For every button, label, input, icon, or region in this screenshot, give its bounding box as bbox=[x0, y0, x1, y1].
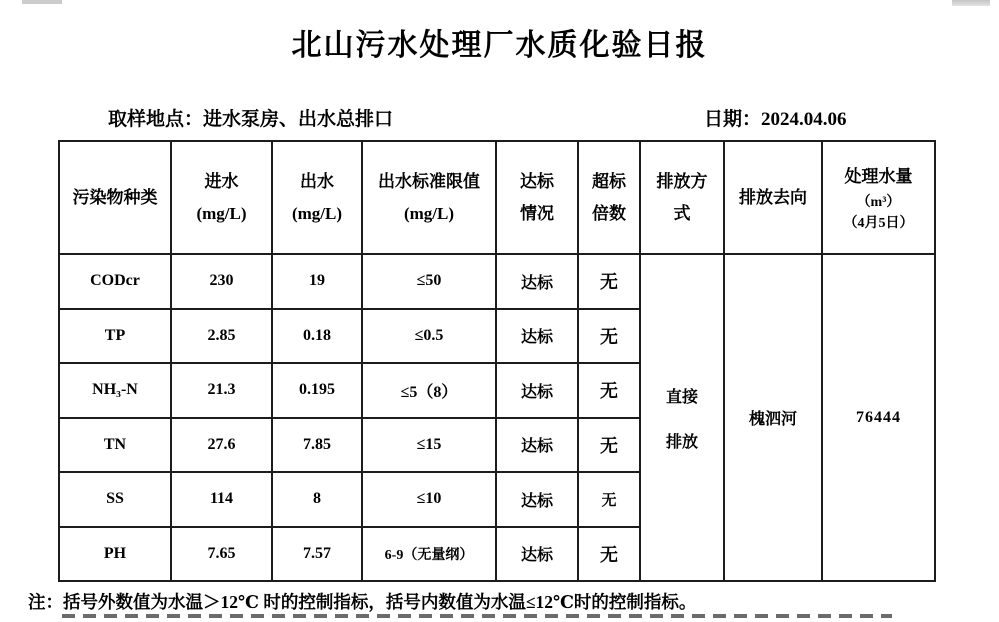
screen-edge-artifact-right bbox=[952, 0, 990, 6]
header-inflow-label: 进水 bbox=[204, 172, 239, 192]
cell-exceed: 无 bbox=[578, 309, 640, 364]
subheader-row bbox=[0, 104, 999, 132]
discharge-mode-line-1: 直接 bbox=[665, 388, 698, 406]
clipped-text-sliver bbox=[62, 614, 892, 618]
cell-outflow: 19 bbox=[272, 254, 362, 309]
header-row bbox=[59, 141, 935, 254]
header-mode bbox=[640, 141, 724, 254]
header-outflow bbox=[272, 141, 362, 254]
table-row bbox=[59, 254, 935, 309]
cell-status: 达标 bbox=[496, 418, 578, 473]
header-limit bbox=[362, 141, 496, 254]
footnote: 注：括号外数值为水温＞12℃ 时的控制指标，括号内数值为水温≤12℃时的控制指标。 bbox=[28, 592, 697, 612]
header-status-label-2: 情况 bbox=[520, 203, 554, 223]
cell-exceed: 无 bbox=[578, 254, 640, 309]
cell-limit: 6-9（无量纲） bbox=[362, 527, 496, 582]
header-pollutant-label: 污染物种类 bbox=[72, 187, 158, 207]
cell-status: 达标 bbox=[496, 254, 578, 309]
cell-limit: ≤50 bbox=[362, 254, 496, 309]
header-inflow bbox=[171, 141, 272, 254]
header-outflow-unit: (mg/L) bbox=[291, 203, 343, 223]
screen-edge-artifact-left bbox=[22, 0, 62, 4]
cell-pollutant: PH bbox=[59, 527, 171, 582]
header-pollutant bbox=[59, 141, 171, 254]
header-destination bbox=[724, 141, 822, 254]
cell-inflow: 114 bbox=[171, 472, 272, 527]
cell-outflow: 7.57 bbox=[272, 527, 362, 582]
header-mode-label-1: 排放方 bbox=[656, 172, 708, 192]
header-exceed-label-1: 超标 bbox=[592, 172, 626, 192]
cell-status: 达标 bbox=[496, 472, 578, 527]
cell-outflow: 0.195 bbox=[272, 363, 362, 418]
cell-inflow: 230 bbox=[171, 254, 272, 309]
cell-outflow: 8 bbox=[272, 472, 362, 527]
cell-limit: ≤15 bbox=[362, 418, 496, 473]
header-limit-label: 出水标准限值 bbox=[378, 172, 480, 192]
header-inflow-unit: (mg/L) bbox=[196, 203, 247, 223]
header-exceed bbox=[578, 141, 640, 254]
cell-limit: ≤0.5 bbox=[362, 309, 496, 364]
cell-status: 达标 bbox=[496, 363, 578, 418]
cell-inflow: 7.65 bbox=[171, 527, 272, 582]
header-outflow-label: 出水 bbox=[300, 172, 334, 192]
cell-discharge-destination: 槐泗河 bbox=[724, 254, 822, 581]
header-volume-date: （4月5日） bbox=[843, 216, 914, 232]
report-date-label: 日期：2024.04.06 bbox=[704, 109, 847, 130]
cell-limit: ≤10 bbox=[362, 472, 496, 527]
cell-inflow: 27.6 bbox=[171, 418, 272, 473]
cell-inflow: 21.3 bbox=[171, 363, 272, 418]
header-volume-unit: （m³） bbox=[856, 195, 901, 211]
sampling-location-label: 取样地点：进水泵房、出水总排口 bbox=[108, 109, 394, 130]
cell-pollutant: SS bbox=[59, 472, 171, 527]
header-mode-label-2: 式 bbox=[673, 203, 691, 223]
header-volume bbox=[822, 141, 935, 254]
cell-treated-volume: 76444 bbox=[822, 254, 935, 581]
cell-discharge-mode bbox=[640, 254, 724, 581]
cell-exceed: 无 bbox=[578, 472, 640, 527]
discharge-mode-line-2: 排放 bbox=[665, 433, 698, 451]
cell-inflow: 2.85 bbox=[171, 309, 272, 364]
cell-limit: ≤5（8） bbox=[362, 363, 496, 418]
cell-pollutant: NH₃-N bbox=[59, 363, 171, 418]
header-volume-label: 处理水量 bbox=[844, 166, 913, 186]
cell-exceed: 无 bbox=[578, 418, 640, 473]
header-status-label-1: 达标 bbox=[520, 172, 554, 192]
cell-status: 达标 bbox=[496, 309, 578, 364]
cell-status: 达标 bbox=[496, 527, 578, 582]
cell-outflow: 7.85 bbox=[272, 418, 362, 473]
cell-pollutant: TP bbox=[59, 309, 171, 364]
header-destination-label: 排放去向 bbox=[739, 187, 807, 207]
header-limit-unit: (mg/L) bbox=[403, 203, 455, 223]
cell-exceed: 无 bbox=[578, 527, 640, 582]
cell-pollutant: CODcr bbox=[59, 254, 171, 309]
header-exceed-label-2: 倍数 bbox=[592, 203, 626, 223]
cell-outflow: 0.18 bbox=[272, 309, 362, 364]
header-status bbox=[496, 141, 578, 254]
cell-pollutant: TN bbox=[59, 418, 171, 473]
page-title: 北山污水处理厂水质化验日报 bbox=[291, 29, 708, 62]
cell-exceed: 无 bbox=[578, 363, 640, 418]
water-quality-table bbox=[58, 140, 936, 582]
